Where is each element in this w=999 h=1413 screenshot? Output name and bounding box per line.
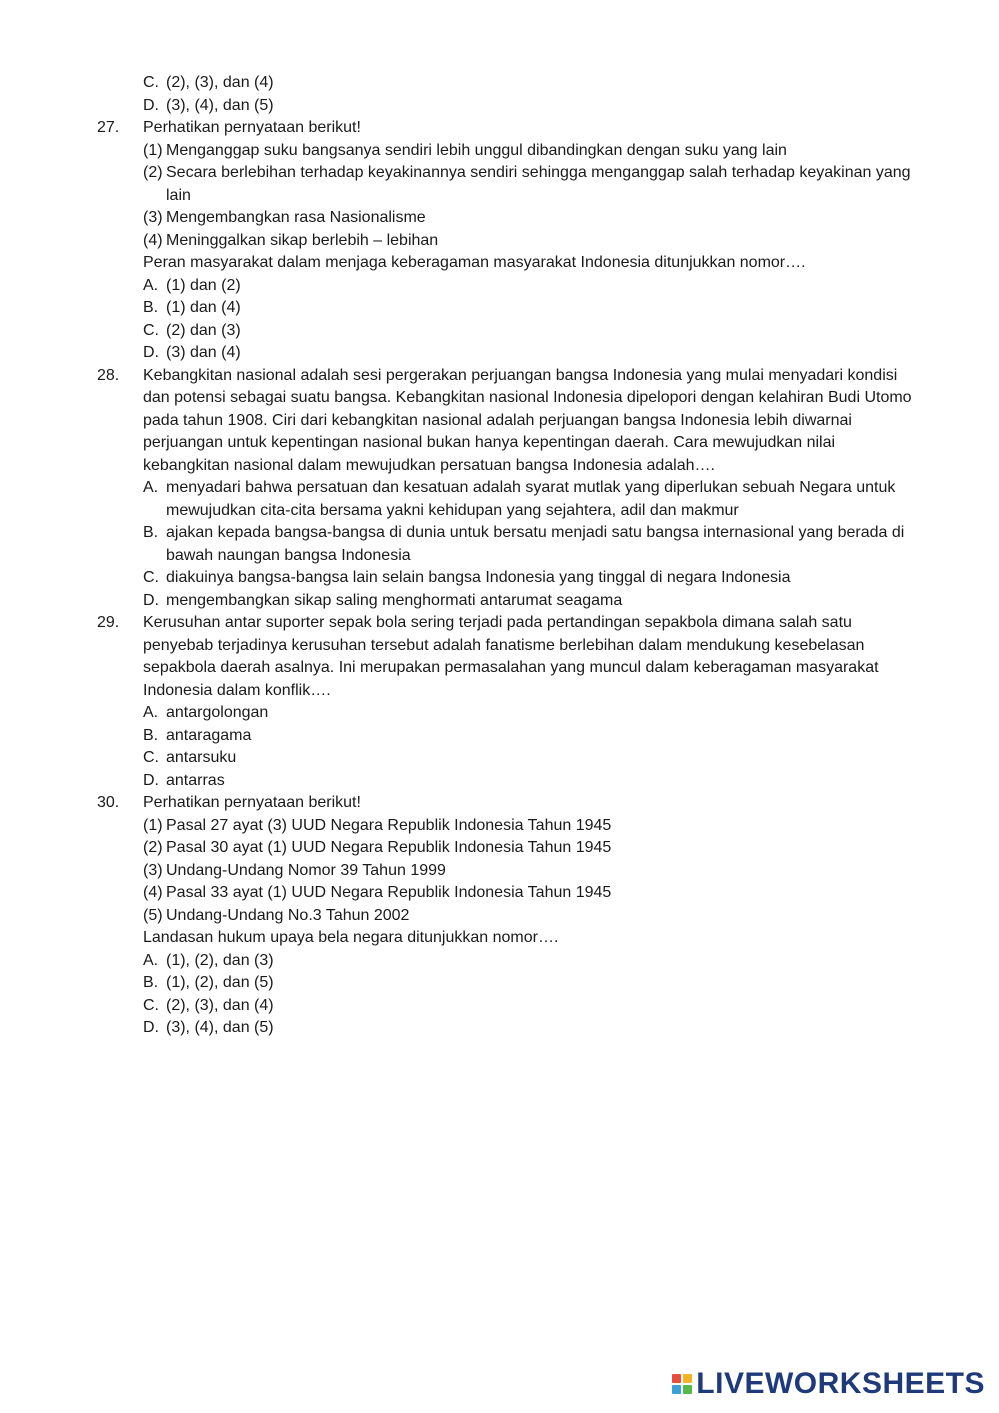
option-text: (3), (4), dan (5) xyxy=(166,1019,274,1036)
option-label: C. xyxy=(143,569,159,586)
statement-text: Mengembangkan rasa Nasionalisme xyxy=(166,209,426,226)
liveworksheets-logo[interactable] xyxy=(672,1367,985,1401)
option-item xyxy=(143,72,999,95)
option-item xyxy=(143,477,917,522)
statement-label: (3) xyxy=(143,861,163,879)
option-text: antarsuku xyxy=(166,749,237,766)
statement-label: (2) xyxy=(143,164,163,181)
option-text: (1), (2), dan (3) xyxy=(166,951,274,969)
question-intro: Kerusuhan antar suporter sepak bola sering terjadi pada pertandingan sepakbola dimana salah satu penyebab terjadinya kerusuhan tersebut adalah fanatisme berlebihan dalam mendukung kesebelasan sepakbola daerah asalnya. Ini merupakan permasalahan yang muncul dalam keberagaman masyarakat Indonesia dalam konflik…. xyxy=(143,614,879,699)
option-item xyxy=(143,1017,917,1040)
statement-item xyxy=(143,162,917,207)
question-27 xyxy=(97,117,917,365)
logo-square-green-icon xyxy=(683,1385,692,1394)
option-label: D. xyxy=(143,591,159,609)
statement-label: (4) xyxy=(143,884,163,901)
statement-label: (1) xyxy=(143,141,163,159)
option-label: A. xyxy=(143,479,159,496)
option-text: ajakan kepada bangsa-bangsa di dunia untuk bersatu menjadi satu bangsa internasional yang berada di bawah naungan bangsa Indonesia xyxy=(166,524,905,564)
option-label: C. xyxy=(143,996,159,1014)
option-text: mengembangkan sikap saling menghormati antarumat seagama xyxy=(166,591,623,609)
option-text: antaragama xyxy=(166,726,252,744)
option-text: menyadari bahwa persatuan dan kesatuan adalah syarat mutlak yang diperlukan sebuah Negara untuk mewujudkan cita-cita bersama yakni kehidupan yang sejahtera, adil dan makmur xyxy=(166,479,896,519)
option-item xyxy=(143,567,917,590)
statement-text: Pasal 27 ayat (3) UUD Negara Republik Indonesia Tahun 1945 xyxy=(166,816,612,834)
question-intro: Perhatikan pernyataan berikut! xyxy=(143,794,361,811)
option-text: antargolongan xyxy=(166,704,269,721)
option-item xyxy=(143,275,917,298)
option-item xyxy=(143,972,917,995)
question-intro: Kebangkitan nasional adalah sesi pergerakan perjuangan bangsa Indonesia yang mulai menyadari kondisi dan potensi sebagai suatu bangsa. Kebangkitan nasional Indonesia dipelopori dengan kelahiran Budi Utomo pada tahun 1908. Ciri dari kebangkitan nasional adalah perjuangan bangsa Indonesia lebih diwarnai perjuangan untuk kepentingan nasional bukan hanya kepentingan daerah. Cara mewujudkan nilai kebangkitan nasional dalam mewujudkan persatuan bangsa Indonesia adalah…. xyxy=(143,366,912,474)
option-item xyxy=(143,522,917,567)
statement-text: Undang-Undang No.3 Tahun 2002 xyxy=(166,906,410,924)
option-text: (3), (4), dan (5) xyxy=(166,96,274,114)
option-item xyxy=(143,320,917,343)
statement-label: (3) xyxy=(143,209,163,226)
option-item xyxy=(143,95,999,118)
question-number: 27. xyxy=(97,119,120,136)
logo-square-yellow-icon xyxy=(683,1374,692,1383)
statement-label: (5) xyxy=(143,906,163,924)
option-text: (1) dan (2) xyxy=(166,276,241,294)
option-label: B. xyxy=(143,974,159,991)
question-intro: Perhatikan pernyataan berikut! xyxy=(143,119,361,136)
question-30 xyxy=(97,792,917,1040)
statement-text: Pasal 30 ayat (1) UUD Negara Republik Indonesia Tahun 1945 xyxy=(166,839,612,856)
option-item xyxy=(143,950,917,973)
statement-item xyxy=(143,837,917,860)
question-number: 29. xyxy=(97,614,120,631)
option-label: D. xyxy=(143,1019,159,1036)
statement-item xyxy=(143,882,917,905)
option-label: C. xyxy=(143,321,159,339)
option-text: (3) dan (4) xyxy=(166,344,241,361)
statement-label: (2) xyxy=(143,839,163,856)
question-number: 28. xyxy=(97,366,120,384)
statement-text: Menganggap suku bangsanya sendiri lebih unggul dibandingkan dengan suku yang lain xyxy=(166,141,787,159)
option-label: D. xyxy=(143,344,159,361)
option-label: B. xyxy=(143,726,159,744)
option-text: diakuinya bangsa-bangsa lain selain bangsa Indonesia yang tinggal di negara Indonesia xyxy=(166,569,791,586)
option-text: (2) dan (3) xyxy=(166,321,241,339)
option-item xyxy=(143,995,917,1018)
option-item xyxy=(143,770,917,793)
option-label: A. xyxy=(143,951,159,969)
option-label: A. xyxy=(143,276,159,294)
option-label: B. xyxy=(143,524,159,541)
statement-item xyxy=(143,207,917,230)
question-prompt: Peran masyarakat dalam menjaga keberagaman masyarakat Indonesia ditunjukkan nomor…. xyxy=(143,254,806,271)
statement-text: Secara berlebihan terhadap keyakinannya sendiri sehingga menganggap salah terhadap keyakinan yang lain xyxy=(166,164,911,204)
option-item xyxy=(143,702,917,725)
logo-square-blue-icon xyxy=(672,1385,681,1394)
statement-text: Pasal 33 ayat (1) UUD Negara Republik Indonesia Tahun 1945 xyxy=(166,884,612,901)
leading-options xyxy=(143,0,999,117)
option-label: D. xyxy=(143,96,159,114)
statement-item xyxy=(143,815,917,838)
logo-grid-icon xyxy=(672,1374,692,1394)
statement-item xyxy=(143,140,917,163)
statement-text: Meninggalkan sikap berlebih – lebihan xyxy=(166,231,439,249)
statement-label: (4) xyxy=(143,231,163,249)
option-text: (2), (3), dan (4) xyxy=(166,996,274,1014)
question-prompt: Landasan hukum upaya bela negara ditunjukkan nomor…. xyxy=(143,929,559,946)
logo-text: LIVEWORKSHEETS xyxy=(696,1367,985,1400)
statement-text: Undang-Undang Nomor 39 Tahun 1999 xyxy=(166,861,446,879)
question-29 xyxy=(97,612,917,792)
option-label: B. xyxy=(143,299,159,316)
option-text: antarras xyxy=(166,771,225,789)
option-label: C. xyxy=(143,74,159,91)
statement-label: (1) xyxy=(143,816,163,834)
question-28 xyxy=(97,365,917,613)
option-text: (1), (2), dan (5) xyxy=(166,974,274,991)
logo-square-red-icon xyxy=(672,1374,681,1383)
statement-item xyxy=(143,860,917,883)
option-item xyxy=(143,590,917,613)
statement-item xyxy=(143,230,917,253)
option-text: (2), (3), dan (4) xyxy=(166,74,274,91)
question-number: 30. xyxy=(97,794,120,811)
option-label: A. xyxy=(143,704,159,721)
option-item xyxy=(143,342,917,365)
option-label: D. xyxy=(143,771,159,789)
option-item xyxy=(143,747,917,770)
statement-item xyxy=(143,905,917,928)
option-text: (1) dan (4) xyxy=(166,299,241,316)
option-label: C. xyxy=(143,749,159,766)
option-item xyxy=(143,297,917,320)
option-item xyxy=(143,725,917,748)
